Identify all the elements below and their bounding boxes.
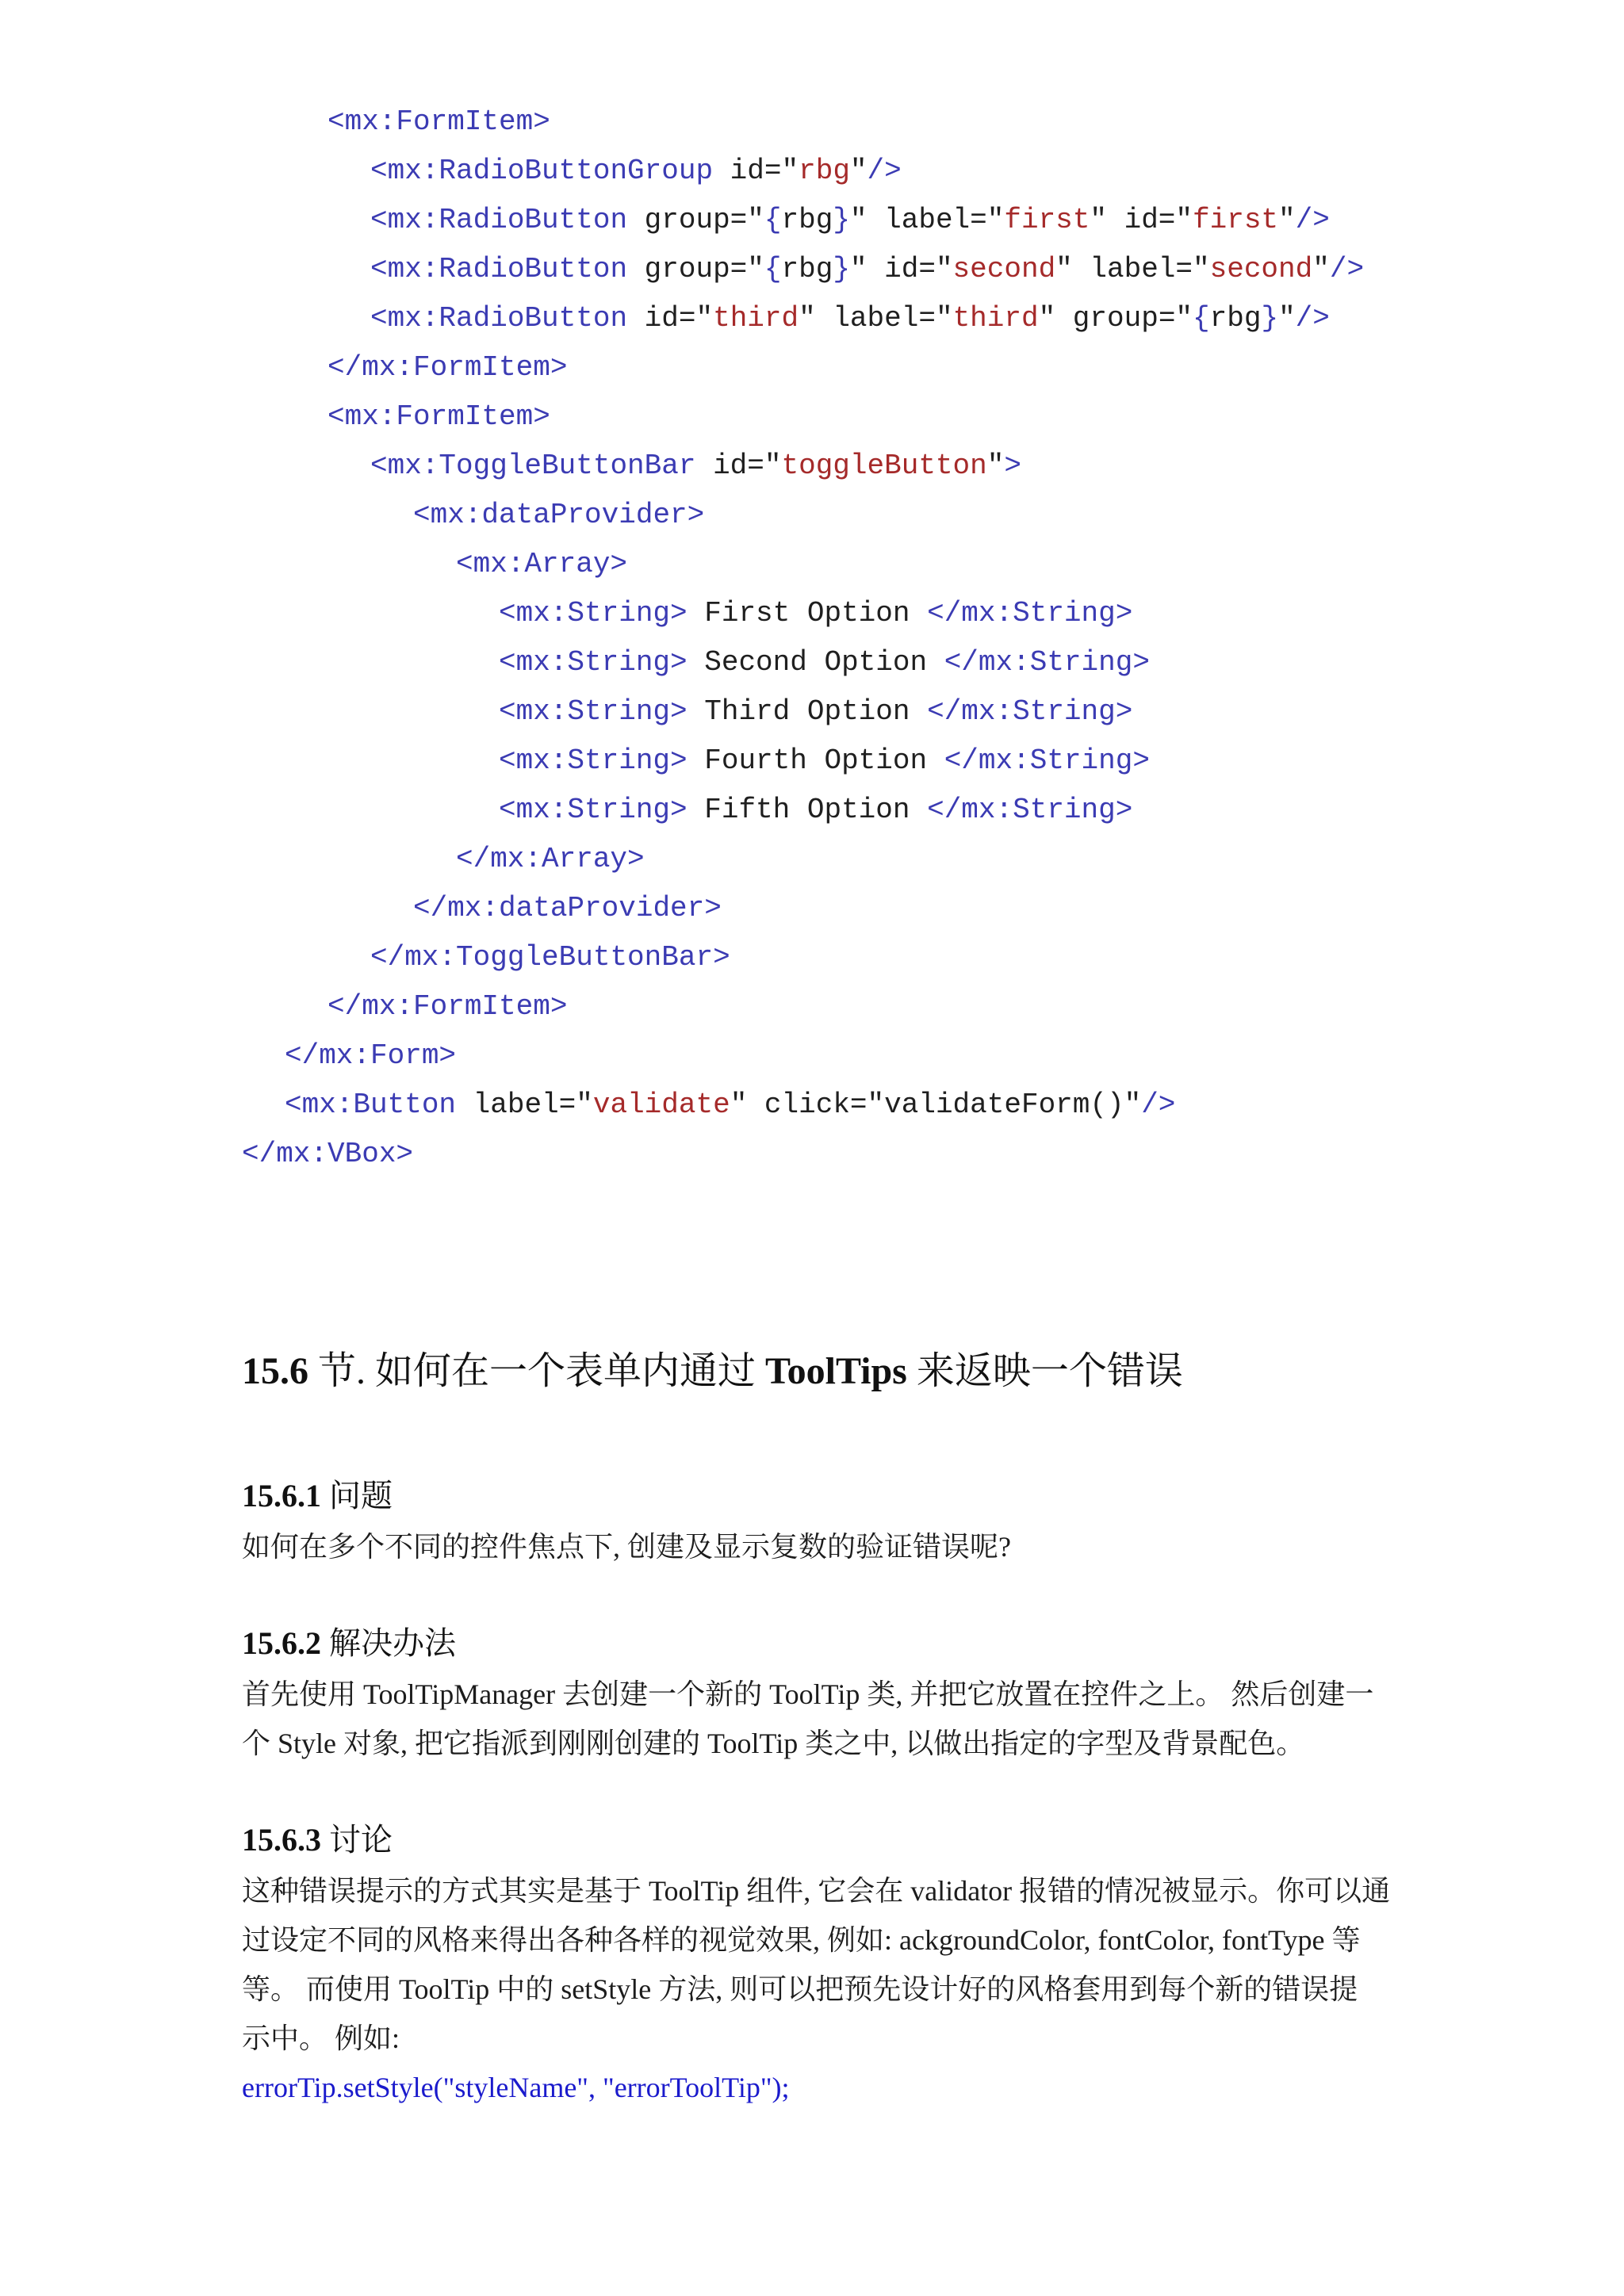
code-token: } xyxy=(833,253,850,285)
code-token: } xyxy=(1261,302,1279,335)
code-token: first xyxy=(1004,204,1090,236)
code-token: group=" xyxy=(627,253,764,285)
code-token: " id=" xyxy=(849,253,953,285)
code-token: <mx:RadioButton xyxy=(370,204,628,236)
code-token: <mx:String> xyxy=(499,646,688,679)
code-token: /> xyxy=(1329,253,1365,285)
discussion-line: 这种错误提示的方式其实是基于 ToolTip 组件, 它会在 validator 报错的情况被显示。你可以通 xyxy=(242,1875,1391,1907)
solution-line: 首先使用 ToolTipManager 去创建一个新的 ToolTip 类, 并把它放置在控件之上。 然后创建一 xyxy=(242,1678,1374,1710)
problem-heading-label: 问题 xyxy=(321,1478,393,1513)
solution-line: 个 Style 对象, 把它指派到刚刚创建的 ToolTip 类之中, 以做出指定的字型及背景配色。 xyxy=(242,1728,1305,1759)
solution-heading-label: 解决办法 xyxy=(321,1625,456,1661)
code-token: " xyxy=(1312,253,1330,285)
problem-heading xyxy=(242,1476,1384,1516)
discussion-heading xyxy=(242,1820,1384,1860)
code-token: </mx:String> xyxy=(927,695,1133,728)
section-number: 15.6 xyxy=(242,1350,308,1392)
code-line xyxy=(456,842,645,877)
discussion-paragraph xyxy=(242,1866,1392,2063)
code-token: rbg xyxy=(1209,302,1262,335)
code-line xyxy=(370,940,730,975)
code-token: <mx:String> xyxy=(499,744,688,777)
problem-number: 15.6.1 xyxy=(242,1478,321,1513)
code-token: <mx:RadioButton xyxy=(370,302,628,335)
code-line xyxy=(370,203,1330,238)
code-line xyxy=(370,252,1364,287)
code-token: /> xyxy=(1295,302,1330,335)
code-token: </mx:Form> xyxy=(285,1039,457,1072)
code-token: " xyxy=(986,450,1005,482)
code-line xyxy=(327,350,567,385)
code-line xyxy=(327,989,567,1024)
code-token: { xyxy=(764,253,782,285)
code-token: <mx:String> xyxy=(499,794,688,826)
code-token: " label=" xyxy=(1055,253,1210,285)
discussion-line: 示中。 例如: xyxy=(242,2022,400,2054)
code-token: third xyxy=(713,302,799,335)
code-token: label=" xyxy=(456,1089,593,1121)
code-line xyxy=(499,645,1150,680)
code-line xyxy=(285,1039,456,1073)
code-token: <mx:RadioButton xyxy=(370,253,628,285)
code-token: </mx:String> xyxy=(927,597,1133,629)
code-line xyxy=(413,891,722,926)
code-line xyxy=(285,1088,1175,1123)
code-token: " group=" xyxy=(1038,302,1193,335)
code-line xyxy=(242,1137,413,1172)
code-token: second xyxy=(1209,253,1313,285)
code-token: <mx:Array> xyxy=(456,548,628,580)
code-token: <mx:String> xyxy=(499,597,688,629)
code-token: rbg xyxy=(781,204,833,236)
code-token: </mx:dataProvider> xyxy=(413,892,722,924)
code-line xyxy=(499,744,1150,779)
problem-text: 如何在多个不同的控件焦点下, 创建及显示复数的验证错误呢? xyxy=(242,1531,1011,1563)
code-token: /> xyxy=(1295,204,1330,236)
code-token: " label=" xyxy=(849,204,1005,236)
code-token: > xyxy=(1004,450,1021,482)
problem-paragraph xyxy=(242,1522,1392,1571)
code-token: /> xyxy=(867,155,902,187)
code-token: rbg xyxy=(781,253,833,285)
code-token: Second Option xyxy=(687,646,944,679)
code-line xyxy=(327,105,550,140)
code-line xyxy=(327,400,550,434)
code-token: </mx:Array> xyxy=(456,843,645,875)
code-token: toggleButton xyxy=(781,450,987,482)
section-title-part1: 节. 如何在一个表单内通过 xyxy=(308,1350,766,1392)
code-token: { xyxy=(764,204,782,236)
discussion-heading-label: 讨论 xyxy=(321,1822,393,1858)
discussion-number: 15.6.3 xyxy=(242,1822,321,1858)
code-token: <mx:String> xyxy=(499,695,688,728)
code-token: group=" xyxy=(627,204,764,236)
code-token: " xyxy=(849,155,868,187)
section-title-part2: 来返映一个错误 xyxy=(906,1350,1183,1392)
code-token: " xyxy=(1278,204,1296,236)
code-token: </mx:VBox> xyxy=(242,1138,414,1170)
code-token: validate xyxy=(592,1089,730,1121)
code-token: </mx:String> xyxy=(944,646,1150,679)
code-token: /> xyxy=(1141,1089,1176,1121)
code-line xyxy=(370,154,902,189)
code-line xyxy=(370,301,1330,336)
code-token: <mx:Button xyxy=(285,1089,457,1121)
code-line xyxy=(413,498,704,533)
solution-number: 15.6.2 xyxy=(242,1625,321,1661)
code-token: id=" xyxy=(627,302,714,335)
discussion-line: 等。 而使用 ToolTip 中的 setStyle 方法, 则可以把预先设计好的风格套用到每个新的错误提 xyxy=(242,1973,1358,2005)
code-line xyxy=(499,793,1132,828)
code-token: " click="validateForm()" xyxy=(730,1089,1142,1121)
code-token: " id=" xyxy=(1090,204,1193,236)
code-token: Third Option xyxy=(687,695,928,728)
code-line xyxy=(456,547,627,582)
code-token: </mx:FormItem> xyxy=(327,990,568,1023)
solution-heading xyxy=(242,1624,1384,1663)
code-line xyxy=(499,695,1132,729)
code-token: } xyxy=(833,204,850,236)
code-token: id=" xyxy=(695,450,782,482)
code-token: " label=" xyxy=(799,302,953,335)
code-token: </mx:FormItem> xyxy=(327,351,568,384)
code-token: Fourth Option xyxy=(687,744,944,777)
code-token: third xyxy=(952,302,1039,335)
code-token: <mx:dataProvider> xyxy=(413,499,705,531)
code-token: Fifth Option xyxy=(687,794,928,826)
code-line xyxy=(499,596,1132,631)
code-token: rbg xyxy=(799,155,850,187)
discussion-line: 过设定不同的风格来得出各种各样的视觉效果, 例如: ackgroundColor, fontColor, fontType 等 xyxy=(242,1924,1361,1956)
section-title xyxy=(242,1348,1384,1395)
section-title-keyword: ToolTips xyxy=(765,1350,907,1392)
code-token: { xyxy=(1193,302,1210,335)
code-token: id=" xyxy=(713,155,799,187)
code-token: first xyxy=(1193,204,1279,236)
code-token: " xyxy=(1278,302,1296,335)
code-token: <mx:FormItem> xyxy=(327,400,550,433)
solution-paragraph xyxy=(242,1670,1392,1768)
code-token: First Option xyxy=(687,597,928,629)
code-token: <mx:RadioButtonGroup xyxy=(370,155,714,187)
code-token: </mx:String> xyxy=(944,744,1150,777)
code-token: </mx:ToggleButtonBar> xyxy=(370,941,730,974)
code-example: errorTip.setStyle("styleName", "errorToolTip"); xyxy=(242,2072,790,2103)
code-token: <mx:ToggleButtonBar xyxy=(370,450,696,482)
code-token: <mx:FormItem> xyxy=(327,105,550,138)
code-line xyxy=(370,449,1021,484)
code-token: second xyxy=(952,253,1056,285)
code-token: </mx:String> xyxy=(927,794,1133,826)
